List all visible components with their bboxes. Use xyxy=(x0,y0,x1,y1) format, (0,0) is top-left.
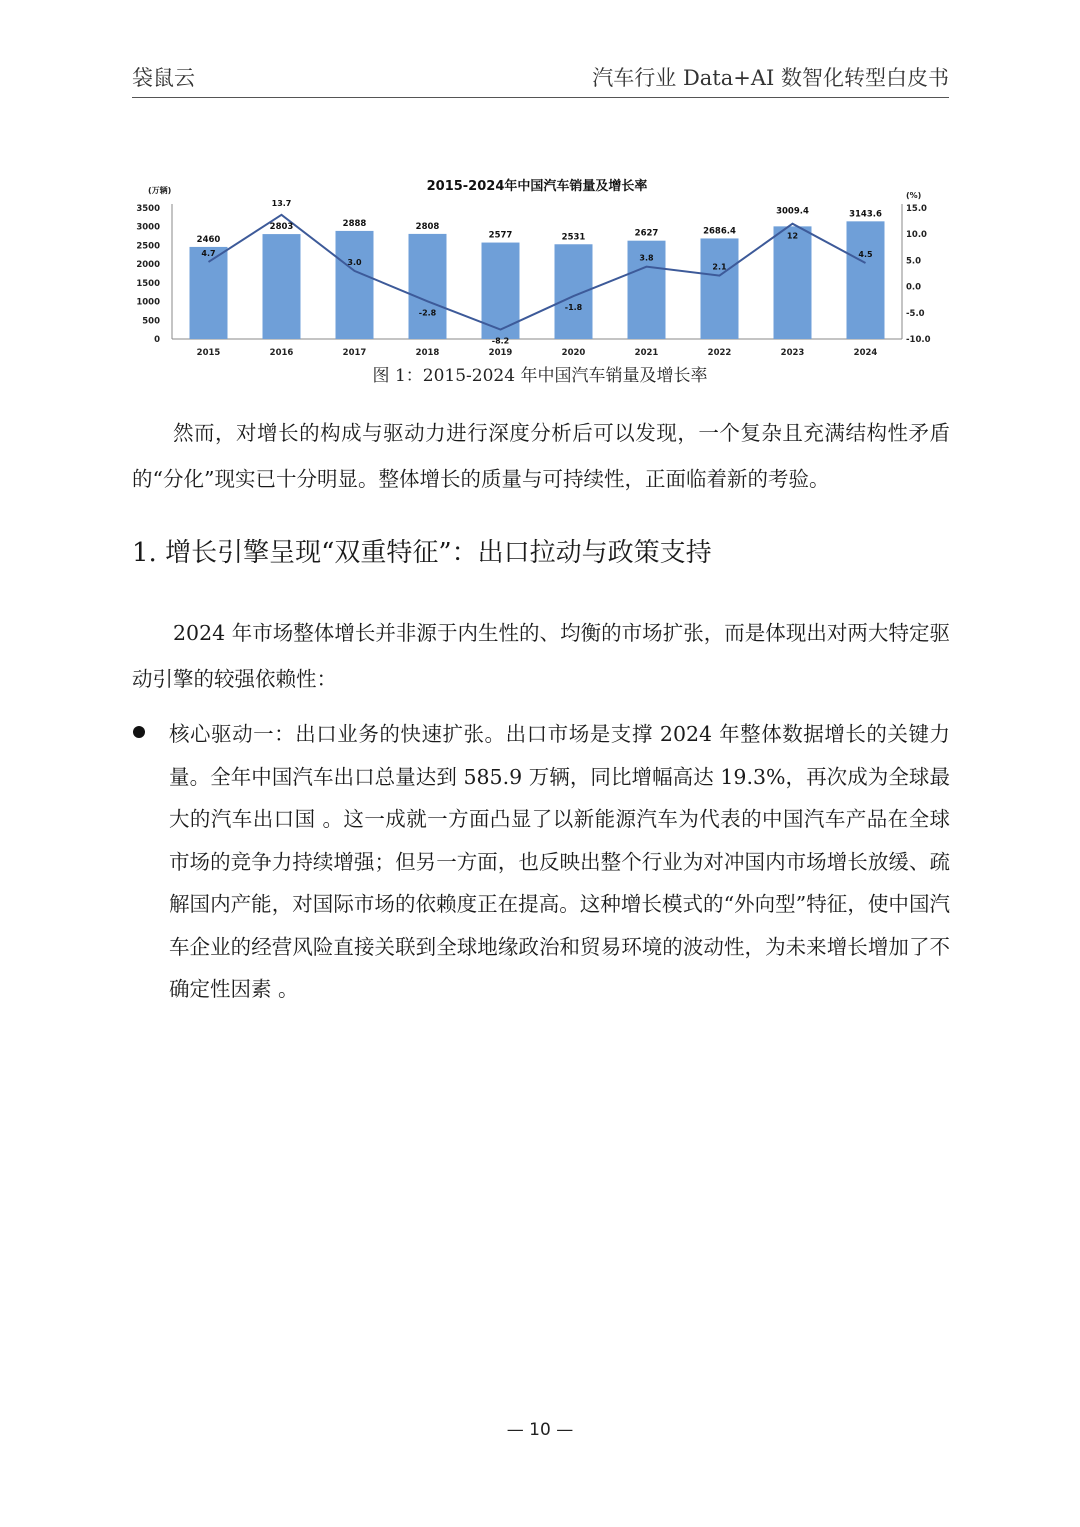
sales-bar xyxy=(701,238,739,339)
bullet-marker xyxy=(133,726,145,738)
section-heading: 1. 增长引擎呈现“双重特征”：出口拉动与政策支持 xyxy=(132,538,712,568)
right-tick-label: -5.0 xyxy=(906,308,925,319)
sales-bar xyxy=(190,247,228,339)
right-axis-unit: (%) xyxy=(906,191,922,200)
chart-title: 2015-2024年中国汽车销量及增长率 xyxy=(426,179,648,194)
sales-value-label: 2577 xyxy=(488,230,513,241)
growth-value-label: 12 xyxy=(786,231,799,241)
left-tick-label: 0 xyxy=(154,335,160,345)
x-tick-label: 2023 xyxy=(780,348,805,358)
sales-value-label: 2460 xyxy=(196,234,221,245)
x-tick-label: 2017 xyxy=(342,348,367,358)
x-tick-label: 2020 xyxy=(561,348,586,358)
growth-value-label: -1.8 xyxy=(564,303,583,313)
sales-bar xyxy=(774,226,812,339)
sales-value-label: 3009.4 xyxy=(776,206,809,217)
sales-value-label: 2888 xyxy=(342,218,367,229)
right-tick-label: 10.0 xyxy=(906,230,927,241)
x-tick-label: 2022 xyxy=(707,348,732,358)
x-tick-label: 2021 xyxy=(634,348,659,358)
x-tick-label: 2019 xyxy=(488,348,513,358)
x-tick-label: 2024 xyxy=(853,348,878,358)
page-number: — 10 — xyxy=(506,1420,574,1440)
sales-bar xyxy=(847,221,885,339)
right-tick-label: -10.0 xyxy=(906,335,931,345)
growth-value-label: 13.7 xyxy=(271,198,292,208)
growth-value-label: -8.2 xyxy=(491,336,510,346)
growth-value-label: 2.1 xyxy=(712,262,727,272)
sales-growth-chart xyxy=(132,168,932,358)
sales-value-label: 2531 xyxy=(561,232,586,243)
left-tick-label: 3000 xyxy=(136,222,160,233)
paragraph-analysis: 然而，对增长的构成与驱动力进行深度分析后可以发现，一个复杂且充满结构性矛盾的“分化”现实已十分明显。整体增长的质量与可持续性，正面临着新的考验。 xyxy=(132,421,950,491)
sales-value-label: 2808 xyxy=(415,221,440,232)
growth-value-label: 4.5 xyxy=(858,250,873,260)
sales-bar xyxy=(263,234,301,339)
left-tick-label: 2500 xyxy=(136,241,160,252)
x-tick-label: 2016 xyxy=(269,348,294,358)
paragraph-drivers: 2024 年市场整体增长并非源于内生性的、均衡的市场扩张，而是体现出对两大特定驱动引擎的较强依赖性： xyxy=(132,621,950,691)
x-tick-label: 2018 xyxy=(415,348,440,358)
left-tick-label: 1000 xyxy=(136,297,160,308)
growth-value-label: 3.8 xyxy=(639,253,654,263)
sales-value-label: 2803 xyxy=(269,222,294,233)
left-tick-label: 1500 xyxy=(136,278,160,289)
sales-bar xyxy=(409,234,447,339)
sales-bar xyxy=(336,231,374,339)
header-company: 袋鼠云 xyxy=(132,66,195,90)
left-tick-label: 2000 xyxy=(136,260,160,271)
growth-value-label: 3.0 xyxy=(347,257,362,267)
header-doc-title: 汽车行业 Data+AI 数智化转型白皮书 xyxy=(592,66,949,90)
left-tick-label: 500 xyxy=(142,316,160,327)
header-divider xyxy=(132,97,949,98)
growth-value-label: -2.8 xyxy=(418,308,437,318)
figure-caption: 图 1：2015-2024 年中国汽车销量及增长率 xyxy=(372,366,708,386)
growth-rate-line xyxy=(209,215,866,330)
left-tick-label: 3500 xyxy=(136,204,160,214)
right-tick-label: 5.0 xyxy=(906,256,922,267)
growth-value-label: 4.7 xyxy=(201,248,216,258)
sales-value-label: 2627 xyxy=(634,228,659,239)
left-axis-unit: (万辆) xyxy=(148,186,172,195)
sales-value-label: 3143.6 xyxy=(849,209,882,220)
right-tick-label: 15.0 xyxy=(906,204,927,214)
right-tick-label: 0.0 xyxy=(906,282,922,293)
sales-value-label: 2686.4 xyxy=(703,226,736,237)
bullet-export-driver: 核心驱动一：出口业务的快速扩张。出口市场是支撑 2024 年整体数据增长的关键力量。全年中国汽车出口总量达到 585.9 万辆，同比增幅高达 19.3%，再次成为全球最大的汽车出口国 。这一成就一方面凸显了以新能源汽车为代表的中国汽车产品在全球市场的竞争力持续增强；但另一方面，也反映出整个行业为对冲国内市场增长放缓、疏解国内产能，对国际市场的依赖度正在提高。这种增长模式的“外向型”特征，使中国汽车企业的经营风险直接关联到全球地缘政治和贸易环境的波动性，为未来增长增加了不确定性因素 。 xyxy=(169,722,950,1001)
x-tick-label: 2015 xyxy=(196,348,221,358)
